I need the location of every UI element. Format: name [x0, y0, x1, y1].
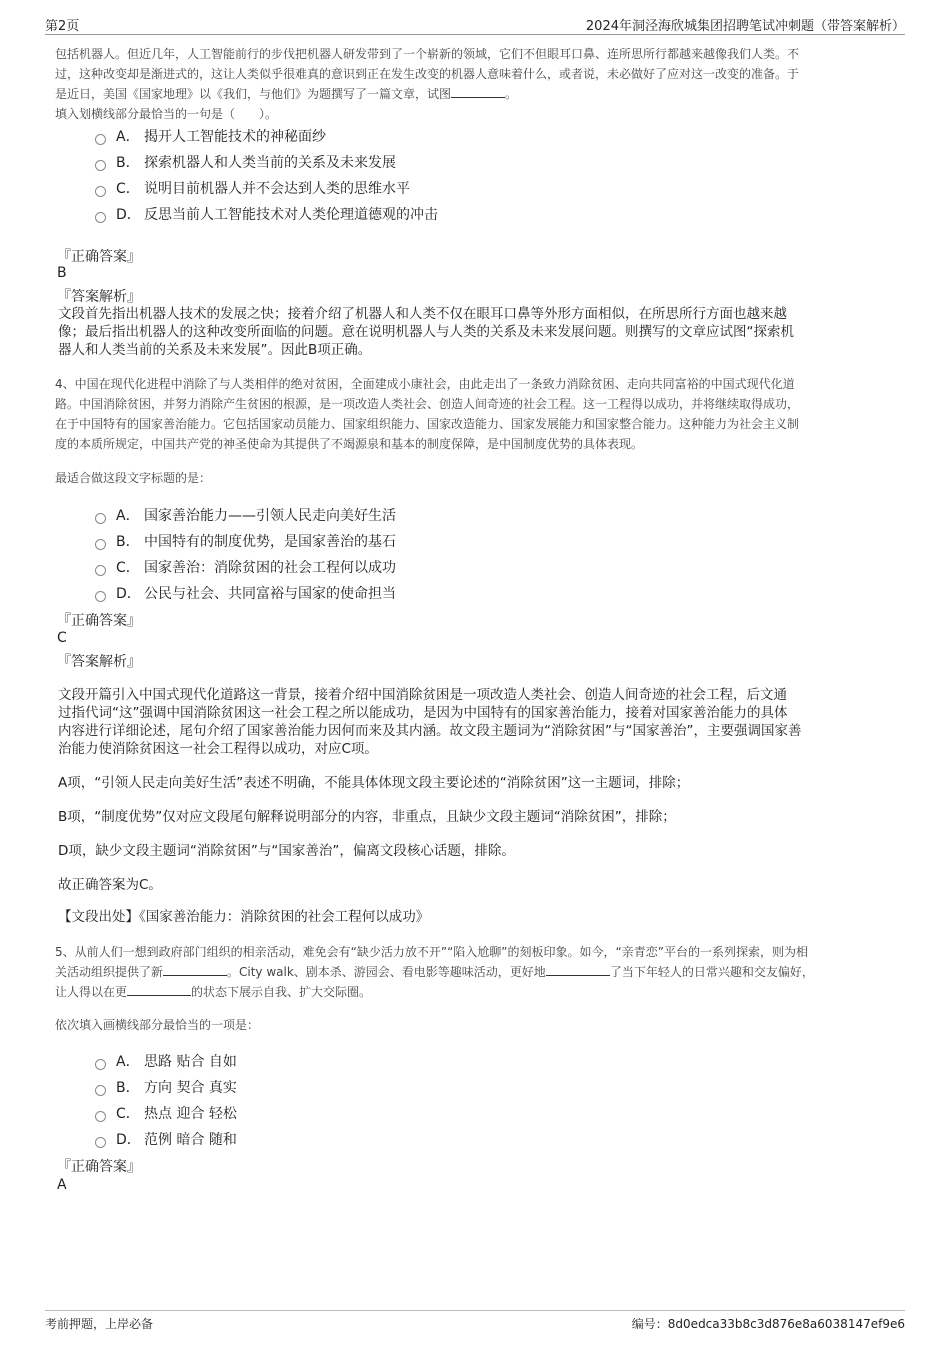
- q3-passage-line: 包括机器人。但近几年，人工智能前行的步伐把机器人研发带到了一个崭新的领域，它们不但眼耳口鼻、连所思所行都越来越像我们人类。不: [55, 47, 800, 61]
- q3-analysis-line: 器人和人类当前的关系及未来发展”。因此B项正确。: [58, 342, 372, 358]
- page-number: 第2页: [45, 19, 80, 34]
- q5-option-a[interactable]: A． 思路 贴合 自如: [95, 1049, 237, 1075]
- q5-passage: [55, 942, 905, 1002]
- q4-conclusion: 故正确答案为C。: [58, 877, 162, 893]
- q4-options: [95, 503, 396, 607]
- q4-passage-line: 在于中国特有的国家善治能力。它包括国家动员能力、国家组织能力、国家改造能力、国家发展能力和国家整合能力。这种能力为社会主义制: [55, 417, 800, 431]
- radio-icon[interactable]: [95, 212, 106, 223]
- page-footer: [45, 1310, 905, 1335]
- q5-option-d[interactable]: D． 范例 暗合 随和: [95, 1127, 237, 1153]
- radio-icon[interactable]: [95, 591, 106, 602]
- q4-passage-line: 4、中国在现代化进程中消除了与人类相伴的绝对贫困，全面建成小康社会，由此走出了一条致力消除贫困、走向共同富裕的中国式现代化道: [55, 377, 795, 391]
- q5-option-c[interactable]: C． 热点 迎合 轻松: [95, 1101, 237, 1127]
- q4-option-a-analysis: A项，“引领人民走向美好生活”表述不明确，不能具体体现文段主要论述的“消除贫困”这一主题词，排除；: [58, 775, 690, 791]
- fill-blank: [127, 983, 191, 996]
- q5-answer: A: [57, 1177, 67, 1193]
- footer-slogan: 考前押题，上岸必备: [45, 1317, 154, 1331]
- fill-blank: [546, 963, 610, 976]
- q3-passage-line: 过，这种改变却是渐进式的，这让人类似乎很难真的意识到正在发生改变的机器人意味着什么，或者说，未必做好了应对这一改变的准备。于: [55, 67, 800, 81]
- radio-icon[interactable]: [95, 134, 106, 145]
- q4-option-d-analysis: D项，缺少文段主题词“消除贫困”与“国家善治”，偏离文段核心话题，排除。: [58, 843, 515, 859]
- q3-analysis-line: 像；最后指出机器人的这种改变所面临的问题。意在说明机器人与人类的关系及未来发展问题。则撰写的文章应试图“探索机: [58, 324, 794, 340]
- q4-answer: C: [57, 630, 67, 646]
- q3-analysis-line: 文段首先指出机器人技术的发展之快；接着介绍了机器人和人类不仅在眼耳口鼻等外形方面相似，在所思所行方面也越来越: [58, 306, 787, 322]
- q4-analysis-line: 治能力使消除贫困这一社会工程得以成功，对应C项。: [58, 741, 378, 757]
- q3-analysis: [58, 305, 908, 359]
- radio-icon[interactable]: [95, 1111, 106, 1122]
- radio-icon[interactable]: [95, 565, 106, 576]
- radio-icon[interactable]: [95, 513, 106, 524]
- fill-blank: [163, 963, 227, 976]
- q4-analysis-line: 过指代词“这”强调中国消除贫困这一社会工程之所以能成功，是因为中国特有的国家善治能力，接着对国家善治能力的具体: [58, 705, 788, 721]
- q4-option-d[interactable]: D． 公民与社会、共同富裕与国家的使命担当: [95, 581, 396, 607]
- radio-icon[interactable]: [95, 160, 106, 171]
- q4-source: 【文段出处】《国家善治能力：消除贫困的社会工程何以成功》: [58, 909, 430, 925]
- document-serial-number: 编号：8d0edca33b8c3d876e8a6038147ef9e6: [631, 1317, 905, 1331]
- q3-options: [95, 124, 438, 228]
- radio-icon[interactable]: [95, 1137, 106, 1148]
- q3-option-a[interactable]: A． 揭开人工智能技术的神秘面纱: [95, 124, 438, 150]
- q5-passage-line: 5、从前人们一想到政府部门组织的相亲活动，难免会有“缺少活力放不开”“陷入尬聊”的刻板印象。如今，“亲青恋”平台的一系列探索，则为相: [55, 945, 808, 959]
- q4-option-c[interactable]: C． 国家善治：消除贫困的社会工程何以成功: [95, 555, 396, 581]
- q3-passage-line-with-blank: 是近日，美国《国家地理》以《我们，与他们》为题撰写了一篇文章，试图 。: [55, 87, 518, 101]
- q4-option-b-analysis: B项，“制度优势”仅对应文段尾句解释说明部分的内容，非重点，且缺少文段主题词“消除贫困”，排除；: [58, 809, 676, 825]
- radio-icon[interactable]: [95, 1059, 106, 1070]
- q3-passage: [55, 44, 905, 124]
- q4-analysis-line: 内容进行详细论述，尾句介绍了国家善治能力因何而来及其内涵。故文段主题词为“消除贫困”与“国家善治”，主要强调国家善: [58, 723, 802, 739]
- document-title: 2024年洞泾海欣城集团招聘笔试冲刺题（带答案解析）: [585, 19, 905, 34]
- q5-question: 依次填入画横线部分最恰当的一项是：: [55, 1018, 260, 1032]
- q3-option-c[interactable]: C． 说明目前机器人并不会达到人类的思维水平: [95, 176, 438, 202]
- radio-icon[interactable]: [95, 539, 106, 550]
- q3-option-b[interactable]: B． 探索机器人和人类当前的关系及未来发展: [95, 150, 438, 176]
- q5-answer-label: 『正确答案』: [57, 1159, 141, 1175]
- q4-question: 最适合做这段文字标题的是：: [55, 471, 212, 485]
- q4-option-b[interactable]: B． 中国特有的制度优势，是国家善治的基石: [95, 529, 396, 555]
- fill-blank: [451, 85, 505, 98]
- q4-answer-label: 『正确答案』: [57, 613, 141, 629]
- q4-passage-line: 路。中国消除贫困，并努力消除产生贫困的根源，是一项改造人类社会、创造人间奇迹的社会工程。这一工程得以成功，并将继续取得成功，: [55, 397, 800, 411]
- q4-option-a[interactable]: A． 国家善治能力——引领人民走向美好生活: [95, 503, 396, 529]
- q3-analysis-label: 『答案解析』: [57, 289, 141, 305]
- q3-option-d[interactable]: D． 反思当前人工智能技术对人类伦理道德观的冲击: [95, 202, 438, 228]
- q5-option-b[interactable]: B． 方向 契合 真实: [95, 1075, 237, 1101]
- q4-passage-line: 度的本质所规定，中国共产党的神圣使命为其提供了不竭源泉和基本的制度保障，是中国制度优势的具体表现。: [55, 437, 644, 451]
- q4-analysis-label: 『答案解析』: [57, 654, 141, 670]
- q5-options: [95, 1049, 237, 1153]
- q3-answer-label: 『正确答案』: [57, 249, 141, 265]
- q4-analysis-line: 文段开篇引入中国式现代化道路这一背景，接着介绍中国消除贫困是一项改造人类社会、创造人间奇迹的社会工程，后文通: [58, 687, 787, 703]
- radio-icon[interactable]: [95, 186, 106, 197]
- q4-passage: [55, 374, 905, 454]
- q3-question: 填入划横线部分最恰当的一句是（ ）。: [55, 107, 278, 121]
- q3-answer: B: [57, 265, 67, 281]
- q5-passage-line-with-blank: 让人得以在更 的状态下展示自我、扩大交际圈。: [55, 985, 372, 999]
- page-header: [45, 12, 905, 35]
- q4-analysis: [58, 686, 908, 758]
- q5-passage-line-with-blanks: 关活动组织提供了新 。City walk、剧本杀、游园会、看电影等趣味活动，更好地 了当下年轻人的日常兴趣和交友偏好，: [55, 965, 814, 979]
- radio-icon[interactable]: [95, 1085, 106, 1096]
